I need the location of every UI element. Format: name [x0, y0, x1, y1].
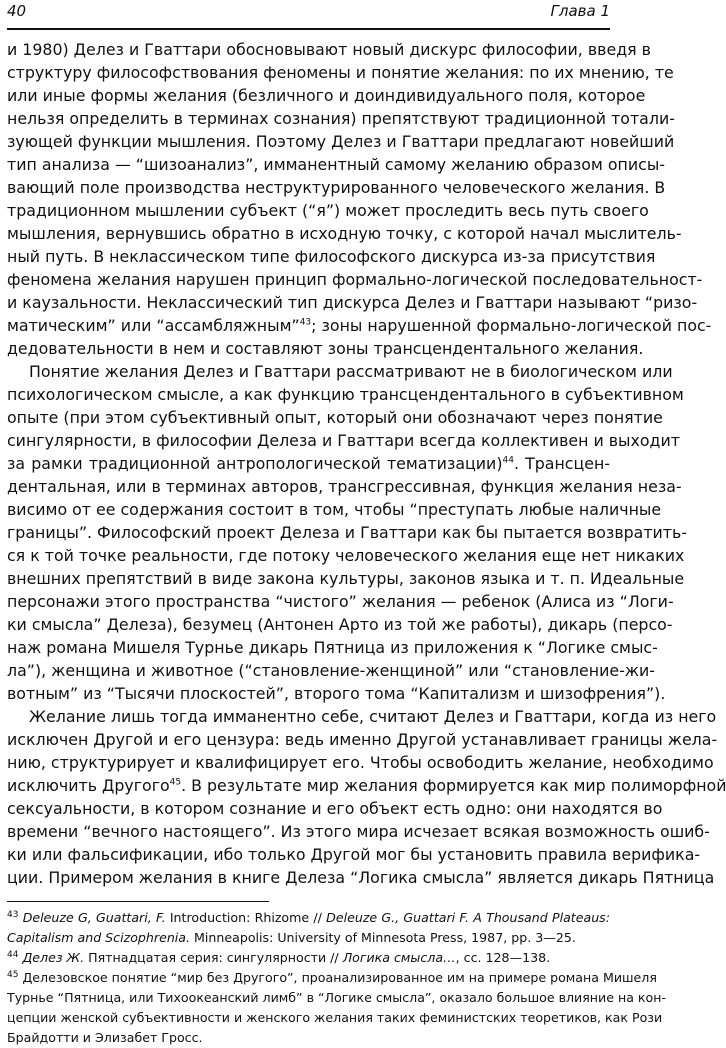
running-header: [7, 0, 610, 30]
text-segment: матическим” или “ассамбляжным”: [7, 316, 300, 335]
text-segment: ; зоны нарушенной формально-логической пос-: [311, 316, 712, 335]
text-line: наж романа Мишеля Турнье дикарь Пятница из приложения к “Логике смыс-: [7, 638, 658, 657]
text-segment: исключить Другого: [7, 776, 170, 795]
text-line: мышления, вернувшись обратно в исходную точку, с которой начал мыслитель-: [7, 224, 682, 243]
text-segment: за рамки традиционной антропологической тематизации): [7, 454, 503, 473]
footnote-ref-45[interactable]: 45: [169, 777, 182, 788]
text-line: или иные формы желания (безличного и доиндивидуального поля, которое: [7, 86, 646, 105]
footnote-number: 43: [7, 909, 19, 920]
footnote-45: [7, 968, 657, 988]
page-number: 40: [7, 2, 27, 20]
text-line: Желание лишь тогда имманентно себе, считают Делез и Гваттари, когда из него: [29, 707, 717, 726]
text-line: психологическом смысле, а как функцию трансцендентального в субъективном: [7, 385, 684, 404]
footnotes: [7, 908, 667, 1048]
footnote-ref-44[interactable]: 44: [502, 455, 514, 466]
footnote-text: Minneapolis: University of Minnesota Press, 1987, pp. 3—25.: [190, 930, 576, 945]
text-line: и 1980) Делез и Гваттари обосновывают новый дискурс философии, введя в: [7, 40, 651, 59]
chapter-title: Глава 1: [550, 2, 610, 20]
text-line: нию, структурирует и квалифицирует его. Чтобы освободить желание, необходимо: [7, 753, 714, 772]
text-line: вотным” из “Тысячи плоскостей”, второго тома “Капитализм и шизофрения”).: [7, 684, 666, 703]
footnote-author: Делез Ж.: [22, 950, 85, 965]
text-line: дентальная, или в терминах авторов, трансгрессивная, функция желания неза-: [7, 477, 682, 496]
text-line: [7, 774, 726, 797]
footnote-number: 44: [7, 949, 19, 960]
footnote-43: [7, 908, 610, 928]
text-line: ся к той точке реальности, где потоку человеческого желания еще нет никаких: [7, 546, 685, 565]
footnote-44: [7, 948, 610, 968]
text-line: вающий поле производства неструктурированного человеческого желания. В: [7, 178, 666, 197]
text-line: [7, 314, 712, 337]
text-segment: . В результате мир желания формируется как мир полиморфной: [181, 776, 726, 795]
text-line: времени “вечного настоящего”. Из этого мира исчезает всякая возможность ошиб-: [7, 822, 710, 841]
text-line: ный путь. В неклассическом типе философского дискурса из-за присутствия: [7, 247, 656, 266]
footnote-number: 45: [7, 969, 19, 980]
text-line: и каузальности. Неклассический тип дискурса Делез и Гваттари называют “ризо-: [7, 293, 698, 312]
text-line: нельзя определить в терминах сознания) препятствуют традиционной тотали-: [7, 109, 675, 128]
text-line: тип анализа — “шизоанализ”, имманентный самому желанию образом описы-: [7, 155, 665, 174]
text-line: персонажи этого пространства “чистого” желания — ребенок (Алиса из “Логи-: [7, 592, 674, 611]
text-line: опыте (при этом субъективный опыт, который они обозначают через понятие: [7, 408, 663, 427]
footnote-45-cont: цепции женской субъективности и женского желания таких феминистских теоретиков, как Рози: [7, 1010, 663, 1025]
footnote-author: Deleuze G, Guattari, F.: [22, 910, 166, 925]
footnote-title: Логика смысла…: [342, 950, 456, 965]
text-line: ки или фальсификации, ибо только Другой мог бы установить правила верифика-: [7, 845, 701, 864]
footnote-text: Introduction: Rhizome //: [165, 910, 327, 925]
footnote-text: Делезовское понятие “мир без Другого”, проанализированное им на примере романа Мишеля: [22, 970, 657, 985]
footnote-text: , сс. 128—138.: [455, 950, 551, 965]
footnote-text: Пятнадцатая серия: сингулярности //: [84, 950, 343, 965]
text-line: феномена желания нарушен принцип формально-логической последовательност-: [7, 270, 703, 289]
text-line: [7, 452, 610, 475]
main-text: [7, 38, 726, 889]
text-line: внешних препятствий в виде закона культуры, законов языка и т. п. Идеальные: [7, 569, 685, 588]
text-line: ки смысла” Делеза), безумец (Антонен Арто из той же работы), дикарь (персо-: [7, 615, 673, 634]
text-line: традиционном мышлении субъект (“я”) может проследить весь путь своего: [7, 201, 649, 220]
footnote-divider: [7, 901, 269, 902]
text-line: ла”), женщина и животное (“становление-женщиной” или “становление-жи-: [7, 661, 655, 680]
text-segment: . Трансцен-: [513, 454, 610, 473]
text-line: Понятие желания Делез и Гваттари рассматривают не в биологическом или: [29, 362, 673, 381]
text-line: исключен Другой и его цензура: ведь именно Другой устанавливает границы жела-: [7, 730, 718, 749]
footnote-45-cont: Брайдотти и Элизабет Гросс.: [7, 1030, 203, 1045]
footnote-title: Capitalism and Scizophrenia.: [7, 930, 191, 945]
text-line: висимо от ее содержания состоит в том, чтобы “преступать любые наличные: [7, 500, 662, 519]
footnote-45-cont: Турнье “Пятница, или Тихоокеанский лимб” в “Логике смысла”, оказало большое влияние на кон-: [7, 990, 667, 1005]
text-line: границы”. Философский проект Делеза и Гваттари как бы пытается возвратить-: [7, 523, 688, 542]
text-line: сексуальности, в котором сознание и его объект есть одно: они находятся во: [7, 799, 663, 818]
text-line: структуру философствования феномены и понятие желания: по их мнению, те: [7, 63, 674, 82]
text-line: зующей функции мышления. Поэтому Делез и Гваттари предлагают новейший: [7, 132, 675, 151]
text-line: сингулярности, в философии Делеза и Гваттари всегда коллективен и выходит: [7, 431, 680, 450]
footnote-ref-43[interactable]: 43: [299, 317, 312, 328]
text-line: дедовательности в нем и составляют зоны трансцендентального желания.: [7, 339, 644, 358]
text-line: ции. Примером желания в книге Делеза “Логика смысла” является дикарь Пятница: [7, 868, 715, 887]
footnote-author: Deleuze G., Guattari F. A Thousand Plateaus:: [326, 910, 610, 925]
footnote-43-cont: [7, 928, 610, 948]
